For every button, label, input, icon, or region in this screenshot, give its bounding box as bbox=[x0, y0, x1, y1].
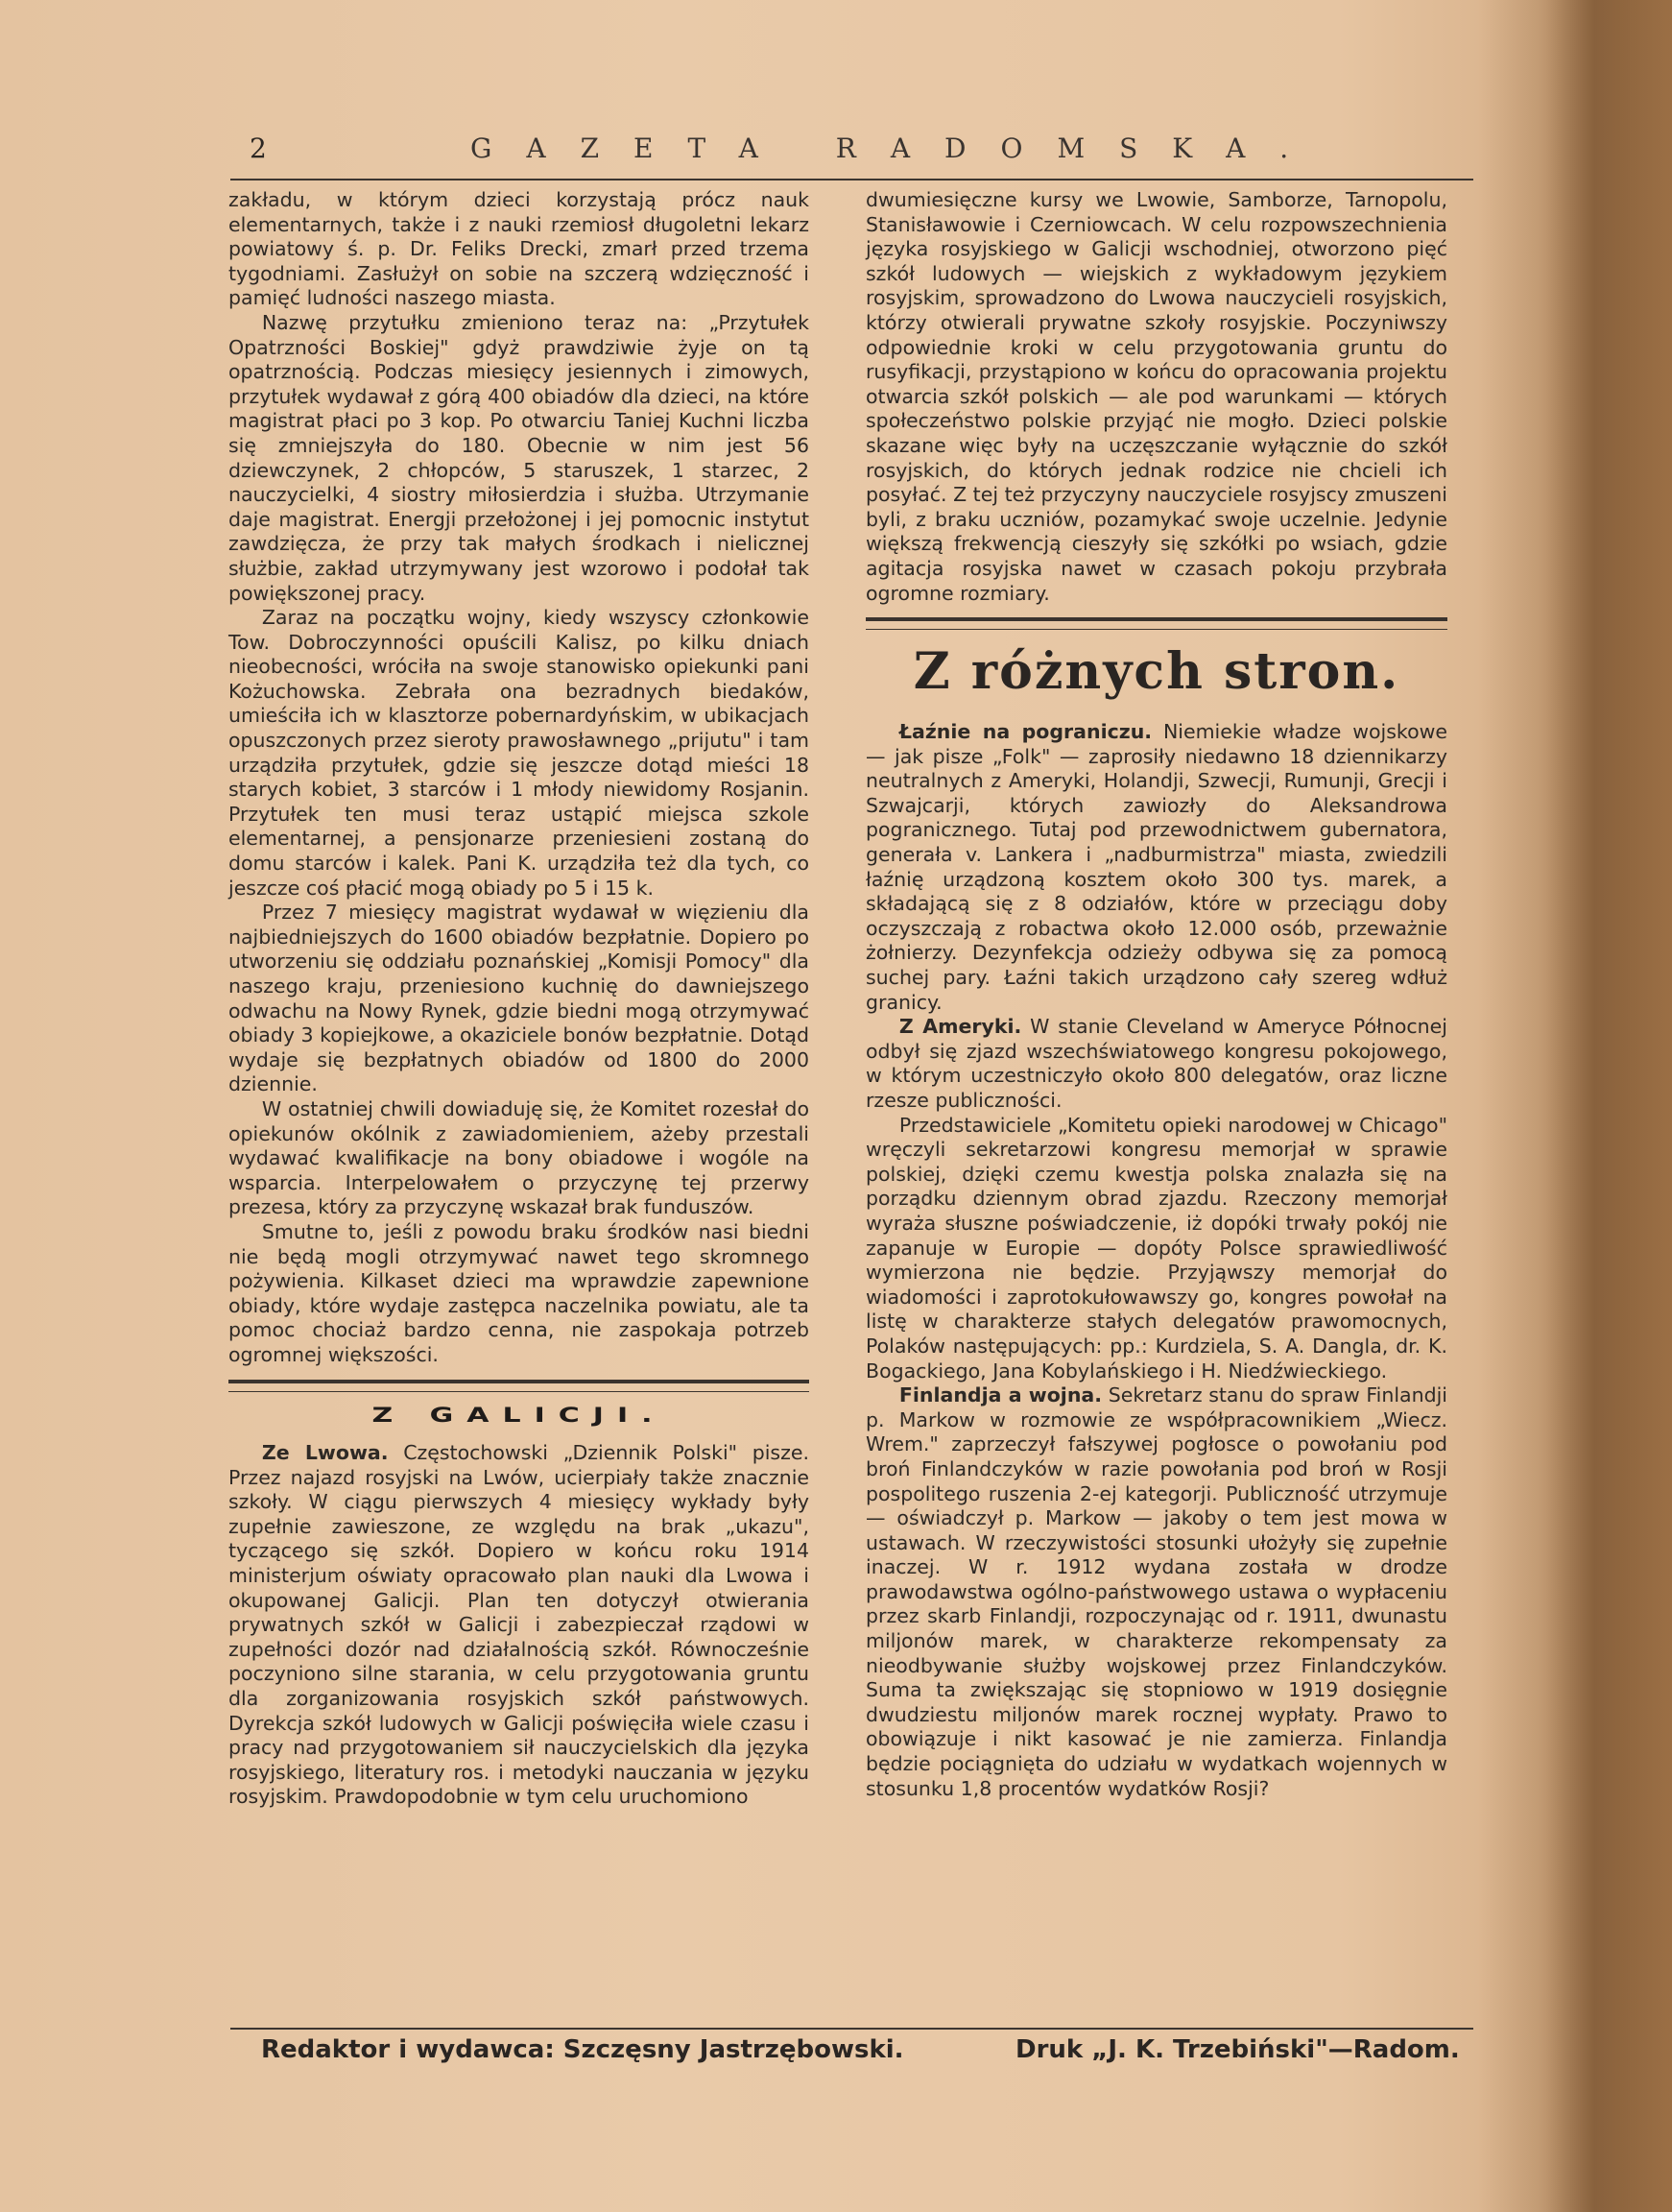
page-header bbox=[230, 132, 1469, 171]
news-item-text: Przedstawiciele „Komitetu opieki narodowej w Chicago" wręczyli sekretarzowi kongresu memorjał w sprawie polskiej, dzięki czemu kwestja polska znalazła się na porządku dziennym obrad zjazdu. Rzeczony memorjał wyraża słuszne poświadczenie, iż dopóki trwały pokój nie zapanuje w Europie — dopóty Polsce sprawiedliwość wymierzona nie będzie. Przyjąwszy memorjał do wiadomości i zaprotokułowawszy go, kongres powołał na listę w charakterze stałych delegatów prawomocnych, Polaków następujących: pp.: Kurdziela, S. A. Dangla, dr. K. Bogackiego, Jana Kobylańskiego i H. Niedźwieckiego. bbox=[866, 1113, 1447, 1382]
news-item-lead: Łaźnie na pograniczu. bbox=[898, 720, 1153, 744]
footer-rule bbox=[230, 2028, 1473, 2030]
news-item bbox=[866, 1015, 1447, 1113]
left-column bbox=[228, 188, 809, 1810]
lwow-text: Częstochowski „Dziennik Polski" pisze. Przez najazd rosyjski na Lwów, ucierpiały także znacznie szkoły. W ciągu pierwszych 4 miesięcy wykłady były zupełnie zawieszone, ze względu na brak „ukazu", tyczącego się szkół. Dopiero w końcu roku 1914 ministerjum oświaty opracowało plan nauki dla Lwowa i okupowanej Galicji. Plan ten dotyczył otwierania prywatnych szkół w Galicji i zabezpieczał rządowi w zupełności dozór nad działalnością szkół. Równocześnie poczyniono silne starania, w celu przygotowania gruntu dla zorganizowania rosyjskich szkół państwowych. Dyrekcja szkół ludowych w Galicji poświęciła wiele czasu i pracy nad przygotowaniem sił nauczycielskich dla języka rosyjskiego, literatury ros. i metodyki nauczania w języku rosyjskim. Prawdopodobnie w tym celu uruchomiono bbox=[228, 1441, 809, 1809]
galicja-section-title: Z GALICJI. bbox=[371, 1403, 666, 1428]
continuation-paragraph: dwumiesięczne kursy we Lwowie, Samborze, Tarnopolu, Stanisławowie i Czerniowcach. W celu rozpowszechnienia języka rosyjskiego w Galicji wschodniej, otworzono pięć szkół ludowych — wiejskich z wykładowym językiem rosyjskim, sprowadzono do Lwowa nauczycieli rosyjskich, którzy otwierali prywatne szkoły rosyjskie. Poczyniwszy odpowiednie kroki w celu przygotowania gruntu do rusyfikacji, przystąpiono w końcu do opracowania projektu otwarcia szkół polskich — ale pod warunkami — których społeczeństwo polskie przyjąć nie mogło. Dzieci polskie skazane więc były na uczęszczanie wyłącznie do szkół rosyjskich, do których jednak rodzice nie chcieli ich posyłać. Z tej też przyczyny nauczyciele rosyjscy zmuszeni byli, z braku uczniów, pozamykać swoje uczelnie. Jedynie większą frekwencją cieszyły się szkółki po wsiach, gdzie agitacja rosyjska nawet w czasach pokoju przybrała ogromne rozmiary. bbox=[866, 188, 1447, 605]
article-paragraph: Smutne to, jeśli z powodu braku środków nasi biedni nie będą mogli otrzymywać nawet tego skromnego pożywienia. Kilkaset dzieci ma wprawdzie zapewnione obiady, które wydaje zastępca naczelnika powiatu, ale ta pomoc chociaż bardzo cenna, nie zaspokaja potrzeb ogromnej większości. bbox=[228, 1219, 809, 1366]
news-item-lead: Finlandja a wojna. bbox=[898, 1383, 1103, 1407]
news-item bbox=[866, 720, 1447, 1015]
news-item-text: W stanie Cleveland w Ameryce Północnej odbył się zjazd wszechświatowego kongresu pokojowego, w którym uczestniczyło około 800 delegatów, oraz liczne rzesze publiczności. bbox=[866, 1015, 1447, 1112]
lwow-paragraph bbox=[228, 1441, 809, 1810]
article-paragraph: W ostatniej chwili dowiaduję się, że Komitet rozesłał do opiekunów okólnik z zawiadomieniem, ażeby przestali wydawać kwalifikacje na bony obiadowe i wogóle na wsparcia. Interpelowałem o przyczynę tej przerwy prezesa, który za przyczynę wskazał brak funduszów. bbox=[228, 1096, 809, 1219]
news-item-lead: Z Ameryki. bbox=[898, 1015, 1022, 1039]
footer-printer: Druk „J. K. Trzebiński"—Radom. bbox=[1015, 2035, 1460, 2064]
header-rule bbox=[230, 179, 1473, 180]
right-column bbox=[866, 188, 1447, 1801]
z-roznych-stron-title: Z różnych stron. bbox=[913, 642, 1400, 702]
article-paragraph: Przez 7 miesięcy magistrat wydawał w więzieniu dla najbiedniejszych do 1600 obiadów bezpłatnie. Dopiero po utworzeniu się oddziału poznańskiej „Komisji Pomocy" dla naszego kraju, przeniesiono kuchnię do dawniejszego odwachu na Nowy Rynek, gdzie biedni mogą otrzymywać obiady 3 kopiejkowe, a okaziciele bonów bezpłatnie. Dotąd wydaje się bezpłatnych obiadów od 1800 do 2000 dziennie. bbox=[228, 901, 809, 1096]
section-divider bbox=[866, 617, 1447, 630]
footer-editor: Redaktor i wydawca: Szczęsny Jastrzębowski. bbox=[261, 2035, 904, 2064]
lwow-lead: Ze Lwowa. bbox=[261, 1441, 389, 1465]
article-paragraph: zakładu, w którym dzieci korzystają prócz nauk elementarnych, także i z nauki rzemiosł długoletni lekarz powiatowy ś. p. Dr. Feliks Drecki, zmarł przed trzema tygodniami. Zasłużył on sobie na szczerą wdzięczność i pamięć ludności naszego miasta. bbox=[228, 188, 809, 310]
binding-edge bbox=[1478, 0, 1672, 2212]
section-divider bbox=[228, 1380, 809, 1392]
article-paragraph: Nazwę przytułku zmieniono teraz na: „Przytułek Opatrzności Boskiej" gdyż prawdziwie żyje on tą opatrznością. Podczas miesięcy jesiennych i zimowych, przytułek wydawał z górą 400 obiadów dla dzieci, na które magistrat płaci po 3 kop. Po otwarciu Taniej Kuchni liczba się zmniejszyła do 180. Obecnie w nim jest 56 dziewczynek, 2 chłopców, 5 staruszek, 1 starzec, 2 nauczycielki, 4 siostry miłosierdzia i służba. Utrzymanie daje magistrat. Energji przełożonej i jej pomocnic instytut zawdzięcza, że przy tak małych środkach i nielicznej służbie, zakład utrzymywany jest wzorowo i podołał tak powiększonej pracy. bbox=[228, 310, 809, 605]
news-item-text: Sekretarz stanu do spraw Finlandji p. Markow w rozmowie ze współpracownikiem „Wiecz. Wrem." zaprzeczył fałszywej pogłosce o powołaniu pod broń Finlandczyków w razie powołania pod broń w Rosji pospolitego ruszenia 2-ej kategorji. Publiczność utrzymuje — oświadczył p. Markow — jakoby o tem jest mowa w ustawach. W rzeczywistości stosunki ułożyły się zupełnie inaczej. W r. 1912 wydana została w drodze prawodawstwa ogólno-państwowego ustawa o wypłaceniu przez skarb Finlandji, rozpoczynając od r. 1911, dwunastu miljonów marek, w charakterze rekompensaty za nieodbywanie służby wojskowej przez Finlandczyków. Suma ta zwiększając się stopniowo w 1919 dosięgnie dwudziestu miljonów marek rocznej wypłaty. Prawo to obowiązuje i nikt kasować je nie zamierza. Finlandja będzie pociągnięta do udziału w wydatkach wojennych w stosunku 1,8 procentów wydatków Rosji? bbox=[866, 1383, 1447, 1800]
masthead: GAZETA RADOMSKA. bbox=[470, 132, 1324, 164]
article-paragraph: Zaraz na początku wojny, kiedy wszyscy członkowie Tow. Dobroczynności opuścili Kalisz, po kilku dniach nieobecności, wróciła na swoje stanowisko opiekunki pani Kożuchowska. Zebrała ona bezradnych biedaków, umieściła ich w klasztorze pobernardyńskim, w ubikacjach opuszczonych przez sieroty prawosławnego „prijutu" i tam urządziła przytułek, gdzie się jeszcze dotąd mieści 18 starych kobiet, 3 starców i 1 młody niewidomy Rosjanin. Przytułek ten musi teraz ustąpić miejsca szkole elementarnej, a pensjonarze przeniesieni zostaną do domu starców i kalek. Pani K. urządziła też dla tych, co jeszcze coś płacić mogą obiady po 5 i 15 k. bbox=[228, 606, 809, 900]
news-item bbox=[866, 1114, 1447, 1384]
page-number: 2 bbox=[250, 132, 267, 164]
news-item bbox=[866, 1383, 1447, 1801]
news-item-text: Niemiekie władze wojskowe — jak pisze „Folk" — zaprosiły niedawno 18 dziennikarzy neutralnych z Ameryki, Holandji, Szwecji, Rumunji, Grecji i Szwajcarji, których zawiozły do Aleksandrowa pogranicznego. Tutaj pod przewodnictwem gubernatora, generała v. Lankera i „nadburmistrza" miasta, zwiedzili łaźnię urządzoną kosztem około 300 tys. marek, a składającą się z 8 odziałów, które w przeciągu doby oczyszczają z robactwa około 12.000 osób, przeważnie żołnierzy. Dezynfekcja odzieży odbywa się za pomocą suchej pary. Łaźni takich urządzono cały szereg wdłuż granicy. bbox=[866, 720, 1447, 1014]
